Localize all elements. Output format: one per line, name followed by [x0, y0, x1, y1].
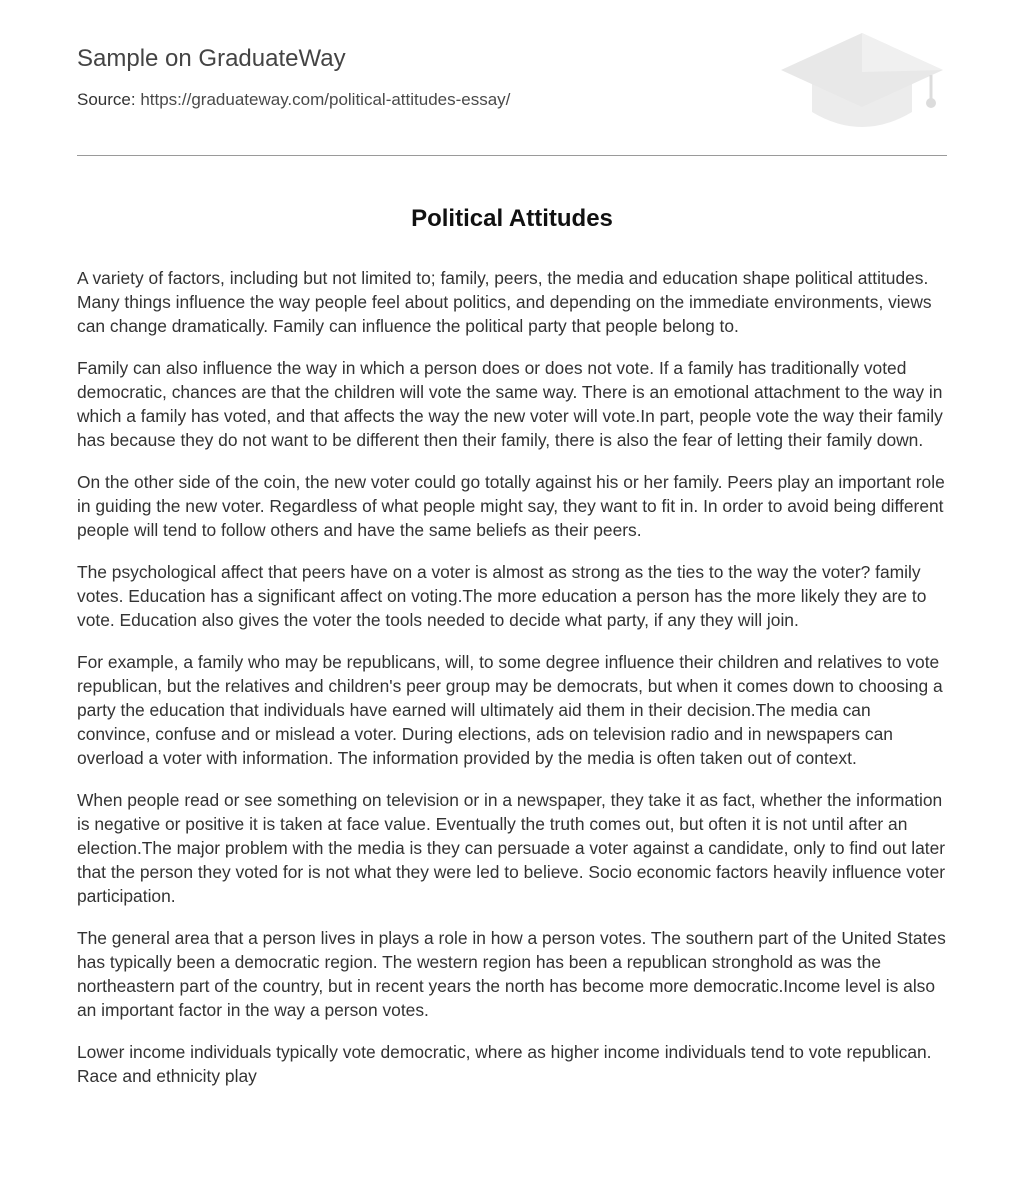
paragraph: Lower income individuals typically vote democratic, where as higher income individuals tend to vote republican. Race and ethnicity play	[77, 1042, 932, 1086]
source-line	[77, 89, 510, 111]
paragraph: A variety of factors, including but not limited to; family, peers, the media and education shape political attitudes. Many things influence the way people feel about politics, and depending on the immediate environments, views can change dramatically. Family can influence the political party that people belong to.	[77, 268, 932, 336]
document-title: Political Attitudes	[411, 205, 613, 232]
header	[77, 0, 947, 156]
paragraph: When people read or see something on television or in a newspaper, they take it as fact, whether the information is negative or positive it is taken at face value. Eventually the truth comes out, but often it is not until after an election.The major problem with the media is they can persuade a voter against a candidate, only to find out later that the person they voted for is not what they were led to believe. Socio economic factors heavily influence voter participation.	[77, 790, 946, 906]
page	[77, 0, 947, 1106]
source-link[interactable]: https://graduateway.com/political-attitudes-essay/	[140, 90, 511, 109]
paragraph: The psychological affect that peers have on a voter is almost as strong as the ties to the way the voter? family votes. Education has a significant affect on voting.The more education a person has the more likely they are to vote. Education also gives the voter the tools needed to decide what party, if any they will join.	[77, 562, 927, 630]
paragraph: On the other side of the coin, the new voter could go totally against his or her family. Peers play an important role in guiding the new voter. Regardless of what people might say, they want to fit in. In order to avoid being different people will tend to follow others and have the same beliefs as their peers.	[77, 472, 945, 540]
site-title: Sample on GraduateWay	[77, 45, 346, 72]
source-label: Source:	[77, 90, 136, 109]
paragraph: Family can also influence the way in which a person does or does not vote. If a family has traditionally voted democratic, chances are that the children will vote the same way. There is an emotional attachment to the way in which a family has voted, and that affects the way the new voter will vote.In part, people vote the way their family has because they do not want to be different then their family, there is also the fear of letting their family down.	[77, 358, 943, 450]
paragraph: For example, a family who may be republicans, will, to some degree influence their children and relatives to vote republican, but the relatives and children's peer group may be democrats, but when it comes down to choosing a party the education that individuals have earned will ultimately aid them in their decision.The media can convince, confuse and or mislead a voter. During elections, ads on television radio and in newspapers can overload a voter with information. The information provided by the media is often taken out of context.	[77, 652, 943, 768]
graduation-cap-icon	[779, 30, 945, 132]
document-body	[77, 266, 947, 1088]
paragraph: The general area that a person lives in plays a role in how a person votes. The southern part of the United States has typically been a democratic region. The western region has been a republican stronghold as was the northeastern part of the country, but in recent years the north has become more democratic.Income level is also an important factor in the way a person votes.	[77, 928, 946, 1020]
